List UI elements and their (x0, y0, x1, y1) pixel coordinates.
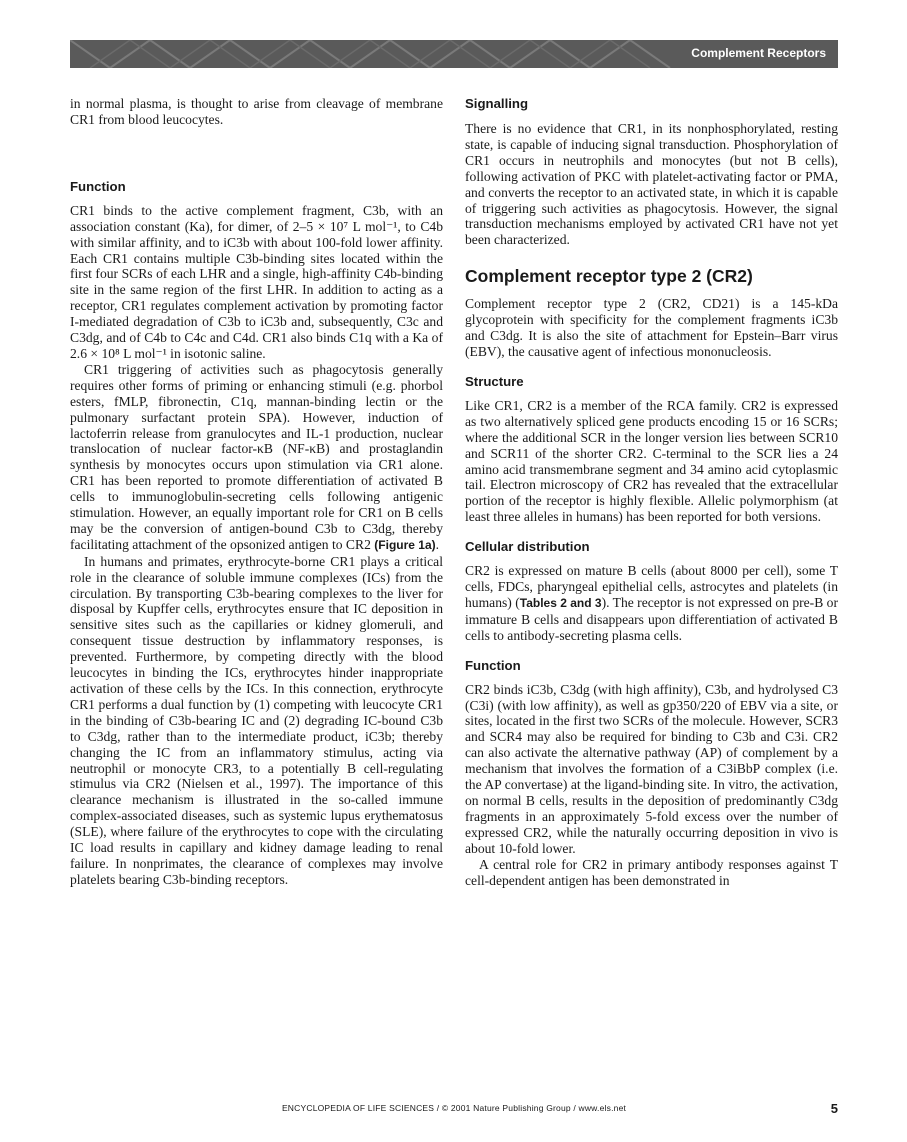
cr2-function-paragraph-1: CR2 binds iC3b, C3dg (with high affinity), C3b, and hydrolysed C3 (C3i) (with low affinity), as well as gp350/220 of EBV via a site, or sites, located in the first two SCRs of the molecule. However, SCR3 and SCR4 may also be required for binding to C3b and C3i. CR2 can also activate the alternative pathway (AP) of complement by a mechanism that involves the formation of a C3iBbP complex (i.e. the AP convertase) at the ligand-binding site. In vitro, the activation, on normal B cells, results in the deposition of predominantly C3dg fragments in an approximately 5-fold excess over the number of expressed CR2, while the naturally occurring deposition in vivo is about 10-fold lower. (465, 681, 838, 856)
footer-citation: ENCYCLOPEDIA OF LIFE SCIENCES / © 2001 Nature Publishing Group / www.els.net (281, 1103, 627, 1113)
function-paragraph-3: In humans and primates, erythrocyte-borne CR1 plays a critical role in the clearance of soluble immune complexes (ICs) from the circulation. By transporting C3b-bearing complexes to the liver for disposal by Kupffer cells, erythrocytes ensure that IC deposition in sensitive sites such as the capillaries or kidney glomeruli, and consequent tissue destruction by inflammatory responses, is prevented. Furthermore, by competing directly with the blood leucocytes in binding the ICs, erythrocytes hinder inappropriate activation of these cells by the ICs. In this connection, erythrocyte CR1 performs a dual function by (1) competing with leucocyte CR1 in the binding of C3b-bearing IC and (2) degrading IC-bound C3b to C3dg, rather than to the intermediate product, iC3b; thereby changing the IC from an inflammatory stimulus, acting via neutrophil or monocyte CR3, to a potentially B cell-regulating stimulus via CR2 (Nielsen et al., 1997). The importance of this clearance mechanism is illustrated in the so-called immune complex-associated diseases, such as systemic lupus erythematosus (SLE), where failure of the erythrocytes to cope with the circulating IC load results in capillary and kidney damage leading to renal failure. In nonprimates, the clearance of complexes may involve platelets bearing C3b-binding receptors. (70, 553, 443, 887)
cellular-text-end: ). The receptor is not expressed on pre-B or immature B cells and disappears upon differentiation of activated B cells to antibody-secreting plasma cells. (465, 594, 838, 643)
section-heading-cr2-function: Function (465, 657, 521, 673)
intro-paragraph: in normal plasma, is thought to arise from cleavage of membrane CR1 from blood leucocytes. (70, 96, 443, 127)
section-heading-structure: Structure (465, 373, 524, 389)
function-paragraph-2-end: . (435, 536, 440, 552)
cr2-intro-paragraph: Complement receptor type 2 (CR2, CD21) is a 145-kDa glycoprotein with specificity for the complement fragments iC3b and C3dg. It is also the site of attachment for Epstein–Barr virus (EBV), the causative agent of infectious mononucleosis. (465, 296, 838, 359)
cr2-function-paragraph-2: A central role for CR2 in primary antibody responses against T cell-dependent antigen has been demonstrated in (465, 856, 838, 888)
left-column (70, 96, 443, 888)
function-paragraph-1: CR1 binds to the active complement fragment, C3b, with an association constant (Ka), for dimer, of 2–5 × 10⁷ L mol⁻¹, to C4b with similar affinity, and to iC3b with about 100-fold lower affinity. Each CR1 contains multiple C3b-binding sites located within the first four SCRs of each LHR and a single, high-affinity C4b-binding site in the same region of the first LHR. In addition to acting as a receptor, CR1 regulates complement activation by promoting factor I-mediated degradation of C3b to iC3b and, subsequently, C3c and C3dg, and of C4b to C4c and C4d. CR1 also binds C1q with a Ka of 2.6 × 10⁸ L mol⁻¹ in isotonic saline. (70, 202, 443, 361)
page-footer (70, 1101, 838, 1117)
function-paragraph-2-text: CR1 triggering of activities such as phagocytosis generally requires other forms of priming or enhancing stimuli (e.g. phorbol esters, fMLP, fibronectin, C1q, mannan-binding lectin or the pulmonary surfactant protein SPA). However, induction of lactoferrin release from granulocytes and IL-1 production, nuclear translocation of nuclear factor-κB (NF-κB) and prostaglandin synthesis by monocytes occurs upon stimulation via CR1 alone. CR1 has been reported to promote differentiation of activated B cells to immunoglobulin-secreting cells following antigenic stimulation. However, an equally important role for CR1 on B cells may be the conversion of antigen-bound C3b to C3dg, thereby facilitating attachment of the opsonized antigen to CR2 (70, 361, 443, 552)
cellular-text-start: CR2 is expressed on mature B cells (about 8000 per cell), some T cells, FDCs, pharyngeal epithelial cells, astrocytes and platelets (in humans) ( (465, 563, 838, 610)
section-heading-cellular-distribution: Cellular distribution (465, 539, 590, 555)
function-paragraph-2 (70, 362, 443, 554)
section-title-cr2: Complement receptor type 2 (CR2) (465, 266, 753, 287)
section-heading-function: Function (70, 178, 126, 194)
running-header-banner (70, 40, 838, 68)
tables-reference[interactable]: Tables 2 and 3 (519, 595, 602, 610)
cellular-distribution-paragraph (465, 563, 838, 644)
running-title: Complement Receptors (691, 46, 826, 60)
section-heading-signalling: Signalling (465, 96, 529, 111)
figure-1a-reference[interactable]: (Figure 1a) (374, 537, 436, 552)
page-number: 5 (830, 1101, 838, 1116)
signalling-paragraph: There is no evidence that CR1, in its nonphosphorylated, resting state, is capable of inducing signal transduction. Phosphorylation of CR1 occurs in neutrophils and monocytes (but not B cells), following activation of PKC with platelet-activating factor or PMA, and converts the receptor to an activated state, in which it is capable of triggering such activities as phagocytosis. However, the signal transduction mechanisms employed by activated CR1 have not yet been characterized. (465, 121, 838, 248)
right-column (465, 96, 838, 888)
structure-paragraph: Like CR1, CR2 is a member of the RCA family. CR2 is expressed as two alternatively spliced gene products encoding 15 or 16 SCRs; where the additional SCR in the longer version lies between SCR10 and SCR11 of the shorter CR2. C-terminal to the SCR lies a 24 amino acid transmembrane segment and 34 amino acid cytoplasmic tail. Electron microscopy of CR2 has revealed that the extracellular portion of the receptor is highly flexible. Allelic polymorphism (at least three alleles in humans) has been reported for both versions. (465, 397, 838, 525)
